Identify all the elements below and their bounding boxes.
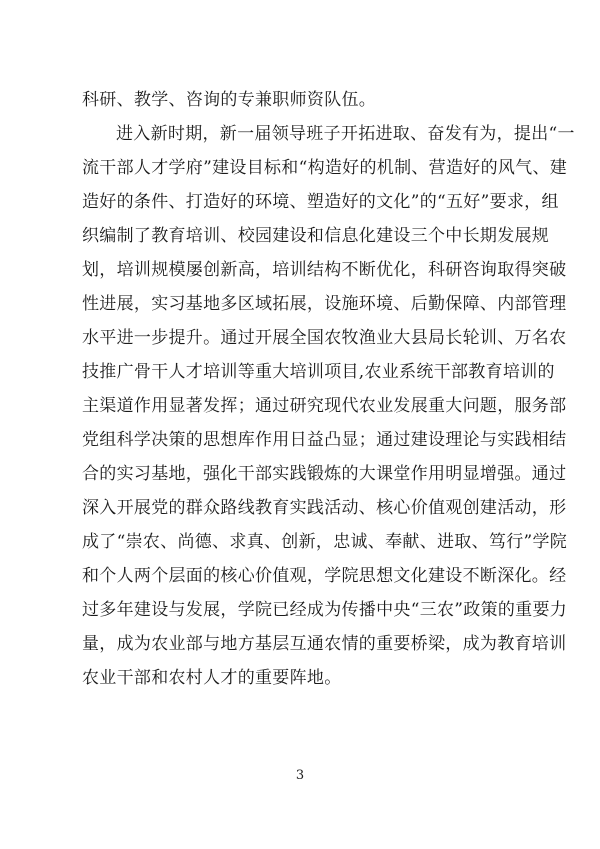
text-line-11: 党组科学决策的思想库作用日益凸显；通过建设理论与实践相结 xyxy=(82,430,567,450)
text-line-16: 过多年建设与发展，学院已经成为传播中央“三农”政策的重要力 xyxy=(82,600,568,620)
page-number: 3 xyxy=(295,768,305,783)
text-line-7: 性进展，实习基地多区域拓展，设施环境、后勤保障、内部管理 xyxy=(82,294,567,314)
text-line-18: 农业干部和农村人才的重要阵地。 xyxy=(82,668,342,688)
text-line-2: 进入新时期，新一届领导班子开拓进取、奋发有为，提出“一 xyxy=(116,124,575,144)
text-line-1: 科研、教学、咨询的专兼职师资队伍。 xyxy=(82,90,377,110)
text-line-14: 成了“崇农、尚德、求真、创新，忠诚、奉献、进取、笃行”学院 xyxy=(82,532,568,552)
text-line-3: 流干部人才学府”建设目标和“构造好的机制、营造好的风气、建 xyxy=(82,158,568,178)
text-line-8: 水平进一步提升。通过开展全国农牧渔业大县局长轮训、万名农 xyxy=(82,328,567,348)
text-line-5: 织编制了教育培训、校园建设和信息化建设三个中长期发展规 xyxy=(82,226,550,246)
text-line-4: 造好的条件、打造好的环境、塑造好的文化”的“五好”要求，组 xyxy=(82,192,559,212)
text-line-15: 和个人两个层面的核心价值观，学院思想文化建设不断深化。经 xyxy=(82,566,567,586)
text-line-10: 主渠道作用显著发挥；通过研究现代农业发展重大问题，服务部 xyxy=(82,396,567,416)
text-line-12: 合的实习基地，强化干部实践锻炼的大课堂作用明显增强。通过 xyxy=(82,464,567,484)
text-line-9: 技推广骨干人才培训等重大培训项目,农业系统干部教育培训的 xyxy=(82,362,555,382)
text-line-13: 深入开展党的群众路线教育实践活动、核心价值观创建活动，形 xyxy=(82,498,567,518)
text-line-17: 量，成为农业部与地方基层互通农情的重要桥梁，成为教育培训 xyxy=(82,634,567,654)
text-line-6: 划，培训规模屡创新高，培训结构不断优化，科研咨询取得突破 xyxy=(82,260,567,280)
